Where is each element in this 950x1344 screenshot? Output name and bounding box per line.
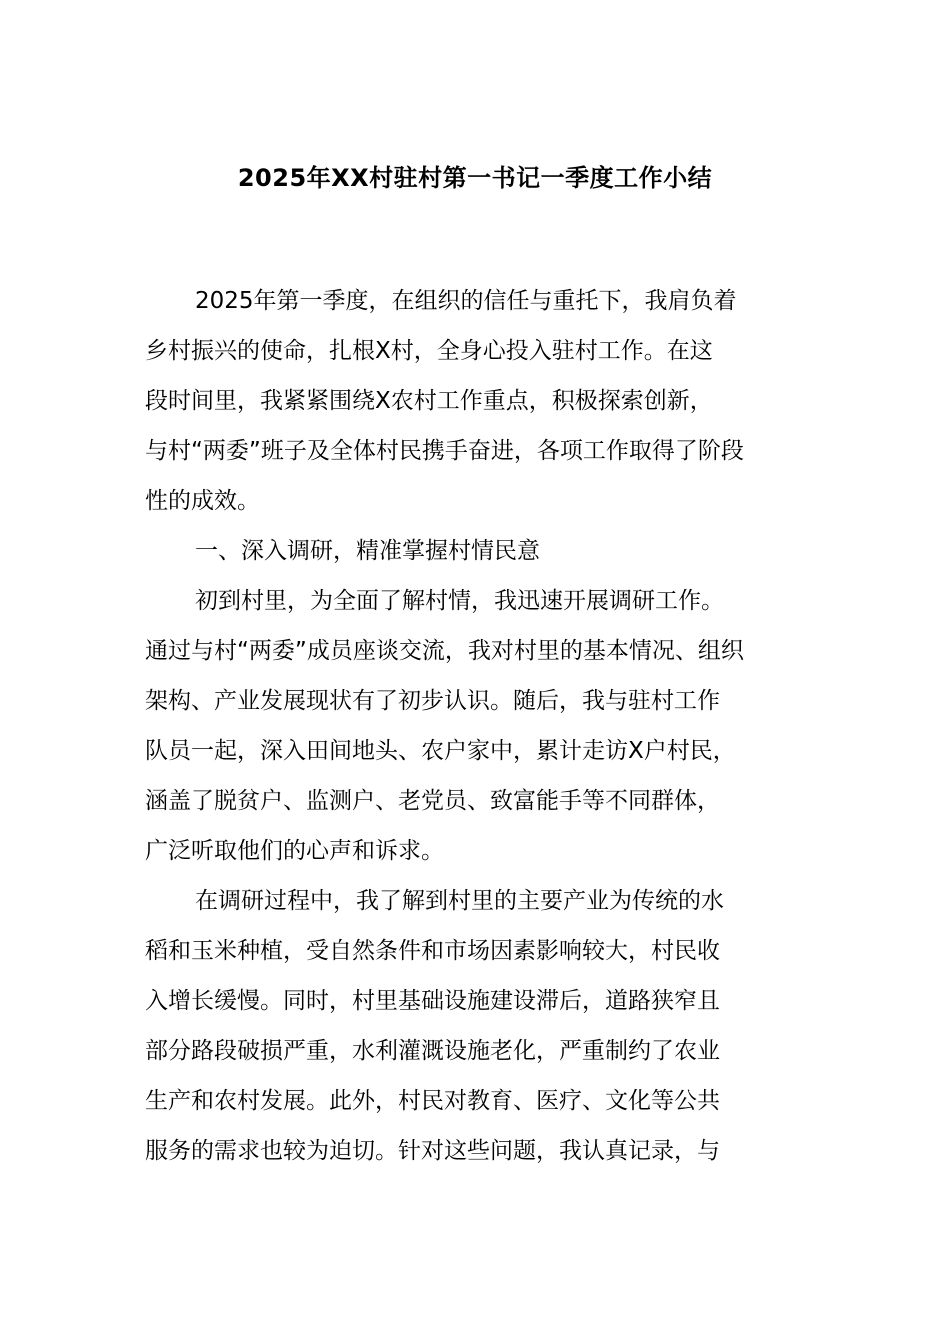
document-title: 2025年XX村驻村第一书记一季度工作小结 — [237, 164, 713, 192]
paragraph-line: 队员一起，深入田间地头、农户家中，累计走访X户村民， — [145, 738, 736, 764]
paragraph-line: 稻和玉米种植，受自然条件和市场因素影响较大，村民收 — [145, 938, 720, 964]
paragraph-line: 2025年第一季度，在组织的信任与重托下，我肩负着 — [195, 288, 737, 314]
paragraph-line: 广泛听取他们的心声和诉求。 — [145, 838, 444, 864]
paragraph-line: 生产和农村发展。此外，村民对教育、医疗、文化等公共 — [145, 1088, 720, 1114]
paragraph-line: 段时间里，我紧紧围绕X农村工作重点，积极探索创新， — [145, 388, 713, 414]
paragraph-line: 在调研过程中，我了解到村里的主要产业为传统的水 — [195, 888, 724, 914]
paragraph-line: 乡村振兴的使命，扎根X村，全身心投入驻村工作。在这 — [145, 338, 713, 364]
paragraph-line: 与村“两委”班子及全体村民携手奋进，各项工作取得了阶段 — [145, 438, 744, 464]
paragraph-line: 涵盖了脱贫户、监测户、老党员、致富能手等不同群体， — [145, 788, 720, 814]
paragraph-line: 架构、产业发展现状有了初步认识。随后，我与驻村工作 — [145, 688, 720, 714]
paragraph-line: 服务的需求也较为迫切。针对这些问题，我认真记录，与 — [145, 1138, 720, 1164]
paragraph-line: 性的成效。 — [145, 488, 260, 514]
paragraph-line: 初到村里，为全面了解村情，我迅速开展调研工作。 — [195, 588, 724, 614]
paragraph-line: 通过与村“两委”成员座谈交流，我对村里的基本情况、组织 — [145, 638, 744, 664]
paragraph-line: 入增长缓慢。同时，村里基础设施建设滞后，道路狭窄且 — [145, 988, 720, 1014]
paragraph-line: 部分路段破损严重，水利灌溉设施老化，严重制约了农业 — [145, 1038, 720, 1064]
section-heading: 一、深入调研，精准掌握村情民意 — [195, 538, 540, 564]
